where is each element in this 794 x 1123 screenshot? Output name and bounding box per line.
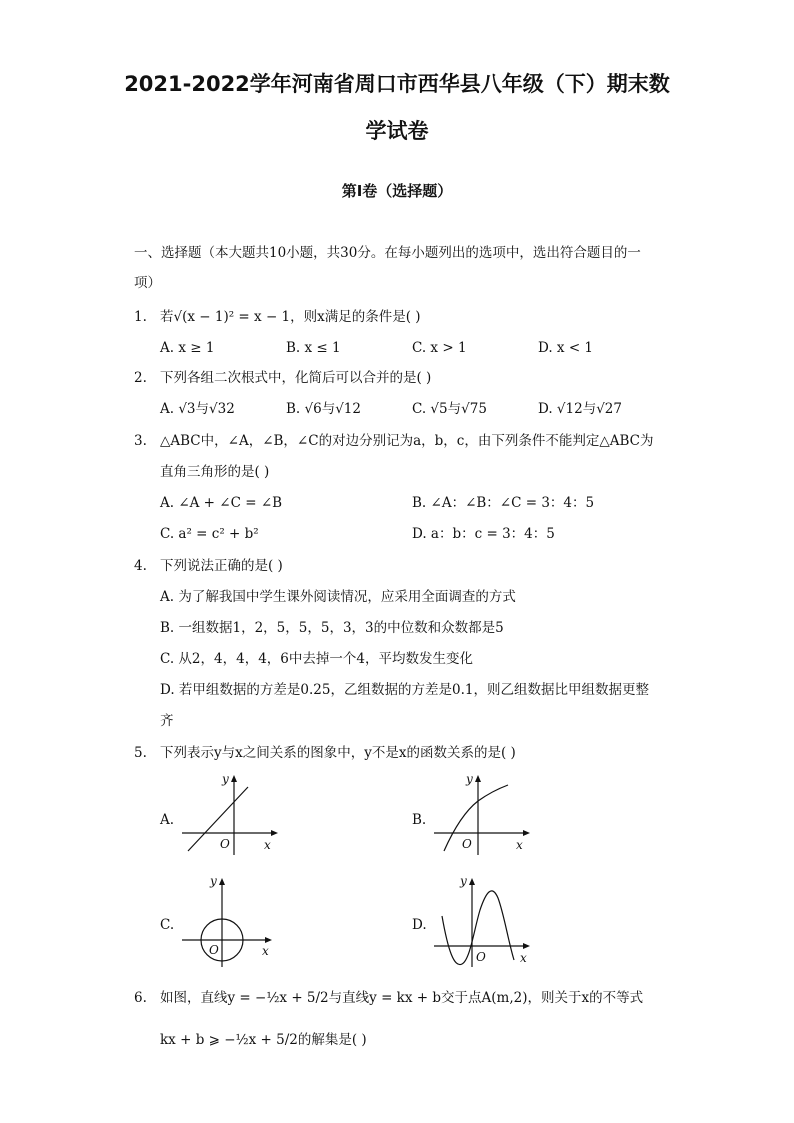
- graph-d-y-label: y: [460, 874, 467, 888]
- section-heading: 第I卷（选择题）: [341, 182, 453, 200]
- graph-d-y-arrow: [469, 878, 475, 885]
- question-4-option-d-cont: 齐: [160, 713, 174, 729]
- question-number: 2.: [134, 370, 147, 386]
- question-5-option-d: D.: [412, 917, 427, 933]
- question-2-stem: 下列各组二次根式中，化简后可以合并的是( ): [160, 370, 432, 386]
- graph-a-x-arrow: [271, 830, 278, 836]
- question-3-option-c: C. a² = c² + b²: [160, 526, 259, 542]
- exam-title-line1: 2021-2022学年河南省周口市西华县八年级（下）期末数: [124, 72, 670, 96]
- graph-b-y-label: y: [466, 772, 473, 786]
- question-number: 6.: [134, 990, 147, 1006]
- question-4-option-a: A. 为了解我国中学生课外阅读情况，应采用全面调查的方式: [160, 589, 516, 605]
- graph-a-x-label: x: [264, 838, 271, 852]
- graph-c-y-label: y: [210, 874, 217, 888]
- graph-a-origin-label: O: [220, 837, 230, 851]
- question-1-option-d: D. x < 1: [538, 340, 594, 356]
- question-1-option-b: B. x ≤ 1: [286, 340, 341, 356]
- question-number: 5.: [134, 745, 147, 761]
- graph-a-curve: [188, 787, 248, 851]
- question-4-option-b: B. 一组数据1，2，5，5，5，3，3的中位数和众数都是5: [160, 620, 504, 636]
- graph-c-circle: [178, 870, 288, 970]
- graph-a-linear: [178, 765, 288, 860]
- graph-a-y-arrow: [231, 775, 237, 782]
- graph-d-x-label: x: [520, 951, 527, 965]
- part-instructions-line1: 一、选择题（本大题共10小题，共30分。在每小题列出的选项中，选出符合题目的一: [134, 245, 641, 261]
- graph-b-x-label: x: [516, 838, 523, 852]
- graph-b-curve: [430, 765, 540, 860]
- question-6-stem: 如图，直线y = −½x + 5/2与直线y = kx + b交于点A(m,2)，则关于x的不等式: [160, 990, 644, 1006]
- question-number: 3.: [134, 433, 147, 449]
- question-number: 4.: [134, 558, 147, 574]
- graph-d-origin-label: O: [476, 950, 486, 964]
- question-6-stem-line2: kx + b ⩾ −½x + 5/2的解集是( ): [160, 1032, 367, 1048]
- graph-c-origin-label: O: [209, 943, 219, 957]
- graph-b-x-arrow: [523, 830, 530, 836]
- question-1-option-a: A. x ≥ 1: [160, 340, 215, 356]
- question-3-option-d: D. a：b：c = 3：4：5: [412, 526, 555, 542]
- graph-b-origin-label: O: [462, 837, 472, 851]
- question-5-option-b: B.: [412, 812, 427, 828]
- graph-d-x-arrow: [523, 943, 530, 949]
- question-1-stem: 若√(x − 1)² = x − 1，则x满足的条件是( ): [160, 309, 421, 325]
- question-2-option-c: C. √5与√75: [412, 401, 487, 417]
- question-number: 1.: [134, 309, 147, 325]
- graph-c-x-arrow: [265, 937, 272, 943]
- question-3-option-b: B. ∠A：∠B：∠C = 3：4：5: [412, 495, 595, 511]
- question-3-option-a: A. ∠A + ∠C = ∠B: [160, 495, 283, 511]
- graph-c-x-label: x: [262, 944, 269, 958]
- graph-d-wave: [430, 870, 540, 970]
- graph-b-y-arrow: [475, 775, 481, 782]
- question-4-option-d: D. 若甲组数据的方差是0.25，乙组数据的方差是0.1，则乙组数据比甲组数据更整: [160, 682, 649, 698]
- graph-b-curve-path: [444, 785, 508, 851]
- graph-c-y-arrow: [219, 878, 225, 885]
- exam-title-line2: 学试卷: [365, 119, 429, 143]
- question-4-option-c: C. 从2，4，4，4，6中去掉一个4，平均数发生变化: [160, 651, 473, 667]
- question-5-option-c: C.: [160, 917, 175, 933]
- question-5-stem: 下列表示y与x之间关系的图象中，y不是x的函数关系的是( ): [160, 745, 516, 761]
- graph-a-y-label: y: [222, 772, 229, 786]
- question-2-option-a: A. √3与√32: [160, 401, 235, 417]
- question-3-stem: △ABC中，∠A，∠B，∠C的对边分别记为a，b，c，由下列条件不能判定△ABC为: [160, 433, 654, 449]
- question-1-option-c: C. x > 1: [412, 340, 467, 356]
- question-2-option-b: B. √6与√12: [286, 401, 361, 417]
- question-2-option-d: D. √12与√27: [538, 401, 622, 417]
- question-4-stem: 下列说法正确的是( ): [160, 558, 283, 574]
- question-5-option-a: A.: [160, 812, 175, 828]
- part-instructions-line2: 项）: [134, 275, 161, 291]
- question-3-stem-line2: 直角三角形的是( ): [160, 464, 270, 480]
